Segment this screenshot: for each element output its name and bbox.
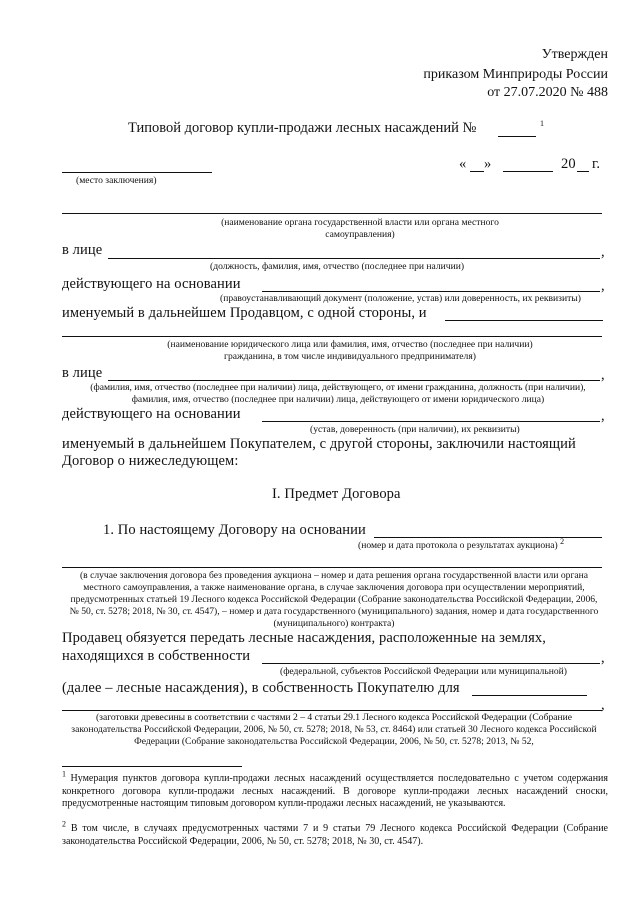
- ownership-hint: (федеральной, субъектов Российской Федерации или муниципальной): [280, 666, 567, 677]
- footnote-2-mark: 2: [62, 819, 66, 829]
- located-in-text: находящихся в собственности: [62, 648, 251, 664]
- place-field[interactable]: [62, 172, 212, 173]
- protocol-field[interactable]: [374, 537, 602, 538]
- date-day-field[interactable]: [470, 171, 484, 172]
- seller-representative-field[interactable]: [108, 258, 600, 259]
- position-hint: (должность, фамилия, имя, отчество (последнее при наличии): [210, 261, 465, 272]
- seller-basis-field[interactable]: [262, 291, 600, 292]
- buyer-representative-field[interactable]: [108, 380, 600, 381]
- in-person-label: в лице: [62, 242, 103, 258]
- no-auction-hint: (в случае заключения договора без проведения аукциона – номер и дата решения органа государственной власти или органа местного самоуправления, а также наименование органа, в случае заключения договора при осуществлении мероприятий, предусмотренных статьей 19 Лесного кодекса Российской Федерации (Собрание законодательства Российской Федерации, 2006, № 50, ст. 5278; 2018, № 30, ст. 4547), – номер и дата государственного (муниципального) задания, номер и дата государственного (муниципального) контракта): [69, 570, 599, 629]
- authority-field[interactable]: [62, 213, 602, 214]
- named-seller-text: именуемый в дальнейшем Продавцом, с одной стороны, и: [62, 305, 427, 321]
- approval-line-3: от 27.07.2020 № 488: [487, 85, 608, 100]
- comma: ,: [601, 244, 605, 260]
- acting-basis-label: действующего на основании: [62, 276, 241, 292]
- document-title: [128, 120, 476, 137]
- purpose-field[interactable]: [62, 710, 602, 711]
- document-title-text: Типовой договор купли-продажи лесных насаждений №: [128, 120, 477, 136]
- buyer-name-field[interactable]: [62, 336, 602, 337]
- date-year-field[interactable]: [577, 171, 589, 172]
- comma: ,: [601, 697, 605, 713]
- comma: ,: [601, 408, 605, 424]
- footnote-1-mark: 1: [62, 769, 66, 779]
- date-year-suffix: г.: [592, 156, 601, 172]
- contract-number-field[interactable]: [498, 136, 536, 137]
- protocol-hint-text: (номер и дата протокола о результатах аукциона): [358, 540, 558, 551]
- buyer-person-hint: (фамилия, имя, отчество (последнее при наличии) лица, действующего, от имени гражданина, должность (при наличии), фамилия, имя, отчество (последнее при наличии) лица, действующего от имени юридического лица): [90, 382, 586, 405]
- comma: ,: [601, 367, 605, 383]
- buyer-document-hint: (устав, доверенность (при наличии), их реквизиты): [310, 424, 520, 435]
- named-buyer-line-2: Договор о нижеследующем:: [62, 453, 239, 469]
- date-quote-close: »: [484, 156, 492, 172]
- no-auction-field[interactable]: [62, 567, 602, 568]
- comma: ,: [601, 650, 605, 666]
- comma: ,: [601, 278, 605, 294]
- date-quote-open: «: [459, 156, 467, 172]
- authority-hint: (наименование органа государственной власти или органа местного самоуправления): [221, 217, 499, 240]
- ownership-field[interactable]: [262, 663, 600, 664]
- approval-line-2: приказом Минприроды России: [423, 67, 608, 82]
- document-page: Утвержден приказом Минприроды России от 27.07.2020 № 488 Типовой договор купли-продажи лесных насаждений № 1 (место заключения) « » 20 г. (наименование органа государственной власти или органа местного самоуправления) в лице , (должность, фамилия, имя, отчество (последнее при наличии) действующего на основании , (правоустанавливающий документ (положение, устав) или доверенность, их реквизиты) именуемый в дальнейшем Продавцом, с одной стороны, и (наименование юридического лица или фамилия, имя, отчество (последнее при наличии) гражданина, в том числе индивидуального предпринимателя) в лице , (фамилия, имя, отчество (последнее при наличии) лица, действующего, от имени гражданина, должность (при наличии), фамилия, имя, отчество (последнее при наличии) лица, действующего от имени юридического лица) действующего на основании , (устав, доверенность (при наличии), их реквизиты) именуемый в дальнейшем Покупателем, с другой стороны, заключили настоящий Договор о нижеследующем: I. Предмет Договора 1. По настоящему Договору на основании (номер и дата протокола о результатах аукциона) $^2$ (в случае заключения договора без проведения аукциона – номер и дата решения органа государственной власти или органа местного самоуправления, а также наименование органа, в случае заключения договора при осуществлении мероприятий, предусмотренных статьей 19 Лесного кодекса Российской Федерации (Собрание законодательства Российской Федерации, 2006, № 50, ст. 5278; 2018, № 30, ст. 4547), – номер и дата государственного (муниципального) задания, номер и дата государственного (муниципального) контракта) Продавец обязуется передать лесные насаждения, расположенные на землях, находящихся в собственности , (федеральной, субъектов Российской Федерации или муниципальной) (далее – лесные насаждения), в собственность Покупателю для , (заготовки древесины в соответствии с частями 2 – 4 статьи 29.1 Лесного кодекса Российской Федерации (Собрание законодательства Российской Федерации, 2006, № 50, ст. 5278; 2018, № 53, ст. 8464) или статьей 30 Лесного кодекса Российской Федерации (Собрание законодательства Российской Федерации, 2006, № 50, ст. 5278; 2013, № 52, $^1$ Нумерация пунктов договора купли-продажи лесных насаждений осуществляется последовательно с учетом содержания конкретного договора купли-продажи лесных насаждений. В договоре купли-продажи лесных насаждений сноски, предусмотренные настоящим типовым договором купли-продажи лесных насаждений, не указываются. $^2$ В том числе, в случаях предусмотренных частями 7 и 9 статьи 79 Лесного кодекса Российской Федерации (Собрание законодательства Российской Федерации, 2006, № 50, ст. 5278; 2018, № 30, ст. 4547).: [62, 47, 609, 847]
- document-hint: (правоустанавливающий документ (положение, устав) или доверенность, их реквизиты): [220, 293, 581, 304]
- footnote-1: [62, 769, 608, 811]
- date-month-field[interactable]: [503, 171, 553, 172]
- protocol-footnote-mark: 2: [560, 536, 565, 546]
- in-person-label-2: в лице: [62, 365, 103, 381]
- acting-basis-label-2: действующего на основании: [62, 406, 241, 422]
- clause-1-text: 1. По настоящему Договору на основании: [103, 522, 366, 538]
- approval-line-1: Утвержден: [541, 47, 608, 62]
- footnote-2: [62, 819, 609, 848]
- buyer-basis-field[interactable]: [262, 421, 600, 422]
- hereinafter-text: (далее – лесные насаждения), в собственность Покупателю для: [62, 680, 460, 696]
- footnote-1-text: Нумерация пунктов договора купли-продажи лесных насаждений осуществляется последовательно с учетом содержания конкретного договора купли-продажи лесных насаждений. В договоре купли-продажи лесных насаждений сноски, предусмотренные настоящим типовым договором купли-продажи лесных насаждений, не указываются.: [62, 773, 608, 809]
- place-hint: (место заключения): [76, 175, 157, 186]
- section-title: I. Предмет Договора: [272, 486, 401, 502]
- buyer-name-inline-field[interactable]: [445, 320, 603, 321]
- seller-obliged-text: Продавец обязуется передать лесные насаждения, расположенные на землях,: [62, 630, 546, 646]
- footnote-2-text: В том числе, в случаях предусмотренных частями 7 и 9 статьи 79 Лесного кодекса Российской Федерации (Собрание законодательства Российской Федерации, 2006, № 50, ст. 5278; 2018, № 30, ст. 4547).: [62, 823, 609, 847]
- date-year-prefix: 20: [561, 156, 576, 172]
- harvest-hint: (заготовки древесины в соответствии с частями 2 – 4 статьи 29.1 Лесного кодекса Российской Федерации (Собрание законодательства Российской Федерации, 2006, № 50, ст. 5278; 2018, № 53, ст. 8464) или статьей 30 Лесного кодекса Российской Федерации (Собрание законодательства Российской Федерации, 2006, № 50, ст. 5278; 2013, № 52,: [71, 712, 597, 747]
- purpose-inline-field[interactable]: [472, 695, 587, 696]
- footnote-separator: [62, 766, 242, 767]
- named-buyer-line-1: именуемый в дальнейшем Покупателем, с другой стороны, заключили настоящий: [62, 436, 576, 452]
- buyer-name-hint: (наименование юридического лица или фамилия, имя, отчество (последнее при наличии) гражданина, в том числе индивидуального предпринимателя): [167, 339, 533, 362]
- protocol-hint: [358, 536, 565, 552]
